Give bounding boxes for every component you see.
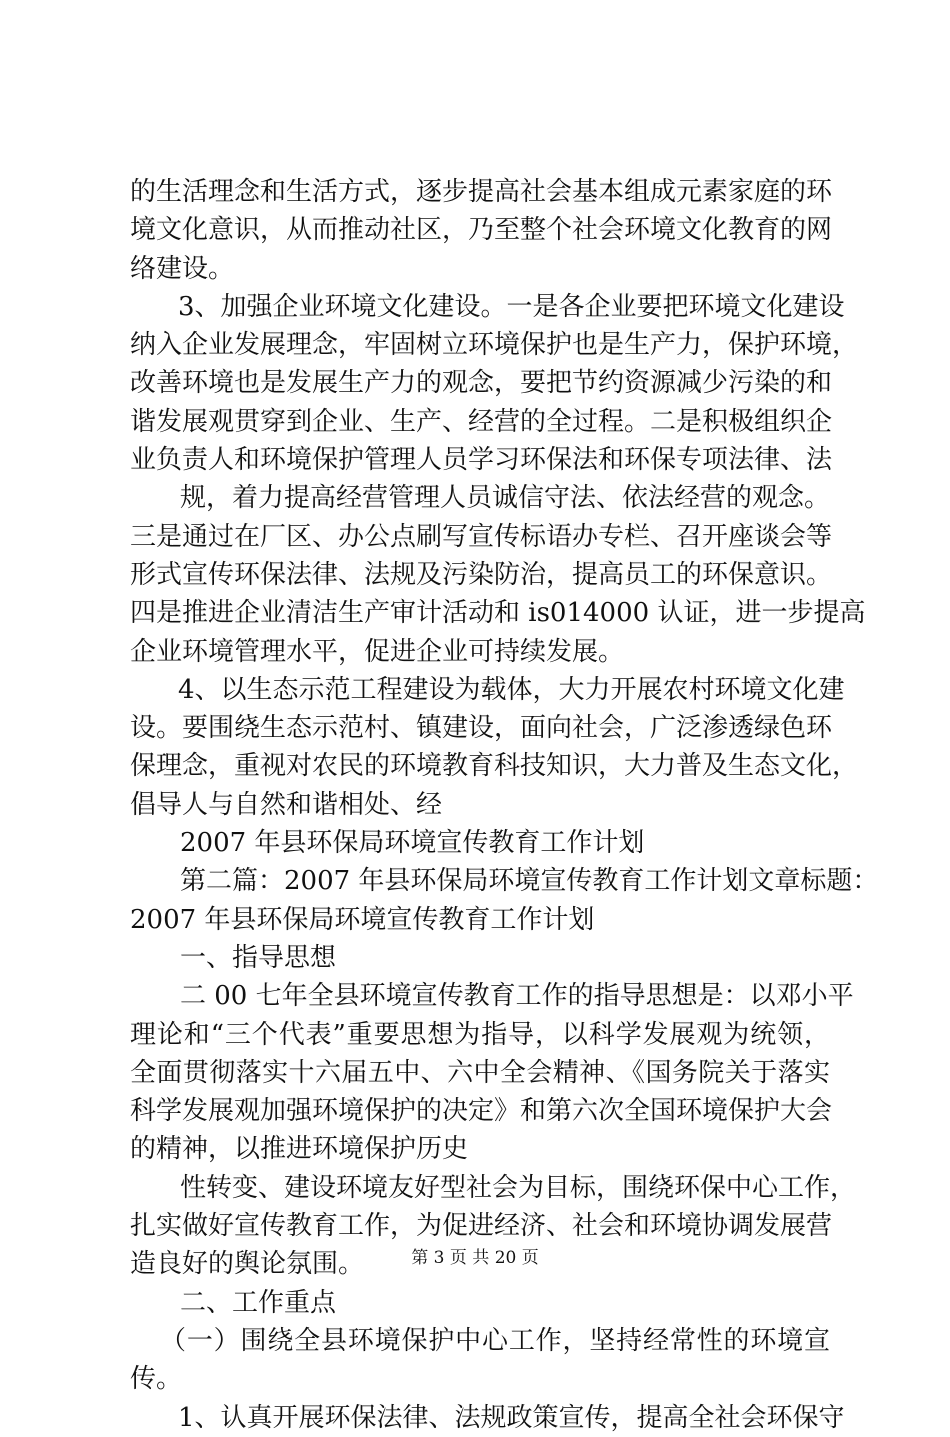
text-line: 业负责人和环境保护管理人员学习环保法和环保专项法律、法 (130, 445, 833, 476)
text-line: 扎实做好宣传教育工作，为促进经济、社会和环境协调发展营 (130, 1211, 833, 1242)
text-line: 1、认真开展环保法律、法规政策宣传，提高全社会环保守 (178, 1402, 845, 1433)
text-line: 形式宣传环保法律、法规及污染防治，提高员工的环保意识。 (130, 559, 833, 590)
text-line: 传。 (130, 1364, 183, 1395)
text-line: 二、工作重点 (180, 1287, 337, 1318)
text-line: 的生活理念和生活方式，逐步提高社会基本组成元素家庭的环 (130, 177, 833, 207)
text-line: （一）围绕全县环境保护中心工作，坚持经常性的环境宣 (160, 1325, 830, 1356)
text-line: 企业环境管理水平，促进企业可持续发展。 (130, 636, 625, 667)
text-line: 全面贯彻落实十六届五中、六中全会精神、《国务院关于落实 (130, 1057, 830, 1088)
text-line: 2007 年县环保局环境宣传教育工作计划 (130, 904, 595, 935)
page-footer: 第 3 页 共 20 页 (411, 1248, 539, 1268)
text-line: 2007 年县环保局环境宣传教育工作计划 (180, 828, 645, 859)
text-line: 造良好的舆论氛围。 (130, 1249, 365, 1280)
text-line: 保理念，重视对农民的环境教育科技知识，大力普及生态文化， (130, 751, 859, 782)
text-line: 纳入企业发展理念，牢固树立环境保护也是生产力，保护环境， (130, 330, 859, 361)
text-line: 谐发展观贯穿到企业、生产、经营的全过程。二是积极组织企 (130, 406, 833, 437)
text-line: 4、以生态示范工程建设为载体，大力开展农村环境文化建 (178, 674, 845, 705)
text-line: 络建设。 (130, 253, 235, 284)
text-line: 三是通过在厂区、办公点刷写宣传标语办专栏、召开座谈会等 (130, 521, 833, 552)
text-line: 一、指导思想 (180, 942, 337, 973)
text-line: 改善环境也是发展生产力的观念，要把节约资源减少污染的和 (130, 368, 833, 399)
text-line: 设。要围绕生态示范村、镇建设，面向社会，广泛渗透绿色环 (130, 713, 833, 744)
text-line: 境文化意识，从而推动社区，乃至整个社会环境文化教育的网 (130, 215, 833, 246)
text-line: 科学发展观加强环境保护的决定》和第六次全国环境保护大会 (130, 1096, 833, 1127)
text-line: 的精神，以推进环境保护历史 (130, 1134, 469, 1165)
text-line: 性转变、建设环境友好型社会为目标，围绕环保中心工作， (180, 1172, 857, 1203)
text-line: 理论和“三个代表”重要思想为指导，以科学发展观为统领， (130, 1019, 830, 1050)
text-line: 3、加强企业环境文化建设。一是各企业要把环境文化建设 (178, 291, 845, 322)
text-line: 倡导人与自然和谐相处、经 (130, 789, 443, 820)
text-line: 二 00 七年全县环境宣传教育工作的指导思想是：以邓小平 (180, 981, 854, 1012)
text-line: 规，着力提高经营管理人员诚信守法、依法经营的观念。 (180, 483, 831, 514)
text-line: 第二篇：2007 年县环保局环境宣传教育工作计划文章标题： (180, 866, 879, 897)
text-line: 四是推进企业清洁生产审计活动和 is014000 认证，进一步提高 (130, 598, 866, 629)
